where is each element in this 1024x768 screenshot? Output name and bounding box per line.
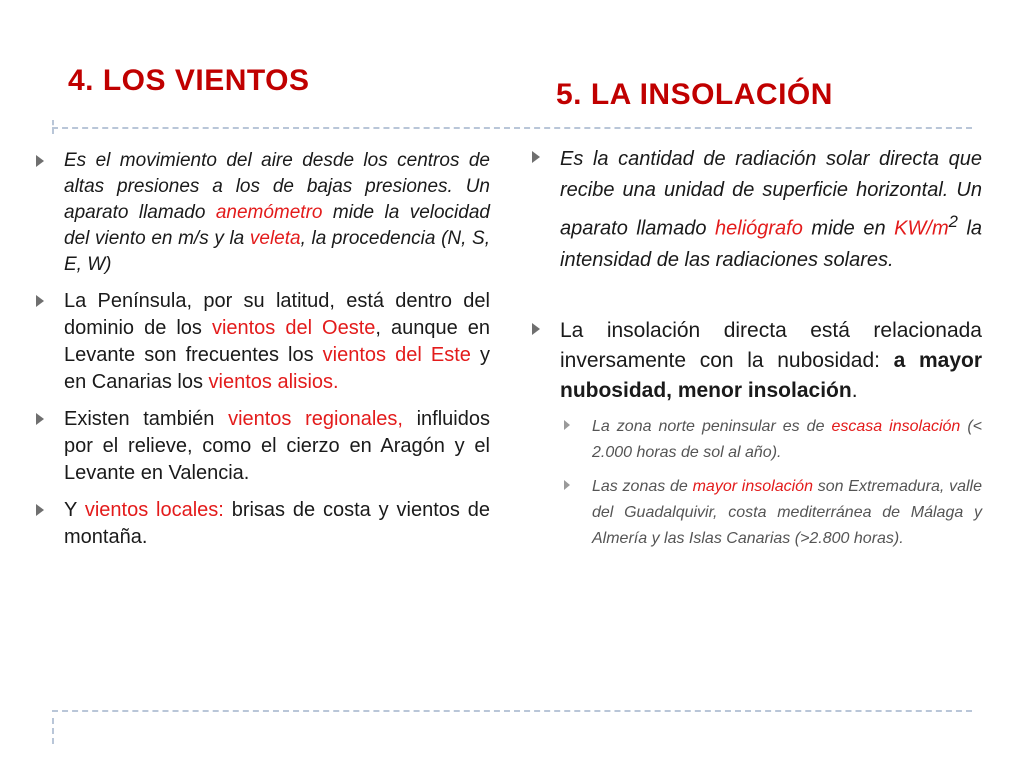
bullet-arrow-icon	[36, 504, 44, 516]
insolacion-column	[530, 144, 982, 560]
bullet-item-definicion-viento	[34, 148, 490, 278]
item-text: mide en	[802, 217, 895, 240]
highlight-term: KW/m	[894, 217, 949, 240]
item-text: La zona norte peninsular es de	[592, 417, 832, 435]
subitem-mayor-insolacion	[530, 474, 982, 552]
item-text: , la procedencia (N, S, E, W)	[64, 228, 490, 275]
item-text: la intensidad de las radiaciones solares.	[560, 217, 983, 271]
bold-statement: a mayor nubosidad, menor insolación	[560, 348, 983, 402]
bottom-divider-tick	[52, 718, 54, 744]
highlight-term: vientos locales:	[84, 499, 224, 521]
section-title-insolacion: 5. LA INSOLACIÓN	[556, 78, 833, 111]
bullet-arrow-icon	[532, 151, 540, 163]
item-text: (< 2.000 horas de sol al año).	[592, 417, 983, 461]
bullet-arrow-icon	[36, 295, 44, 307]
highlight-term: mayor insolación	[692, 477, 813, 495]
top-divider	[52, 127, 972, 129]
bullet-arrow-icon	[532, 323, 540, 335]
section-title-vientos: 4. LOS VIENTOS	[68, 64, 310, 97]
highlight-term: veleta	[249, 228, 301, 249]
item-text: son Extremadura, valle del Guadalquivir, costa mediterránea de Málaga y Almería y las Islas Canarias (>2.800 horas).	[592, 477, 983, 547]
bullet-arrow-icon	[36, 413, 44, 425]
highlight-term: escasa insolación	[831, 417, 961, 435]
item-text: brisas de costa y vientos de montaña.	[64, 499, 490, 548]
item-text: Es el movimiento del aire desde los centros de altas presiones a los de bajas presiones. Un aparato llamado	[64, 150, 490, 223]
vientos-column	[34, 148, 490, 561]
superscript: 2	[948, 212, 958, 231]
highlight-term: heliógrafo	[715, 217, 803, 240]
bullet-item-vientos-oeste	[34, 288, 490, 396]
item-text: Y	[64, 499, 85, 521]
bullet-item-vientos-locales	[34, 497, 490, 551]
item-text: .	[851, 378, 858, 402]
item-text: y en Canarias los	[64, 344, 490, 393]
highlight-term: vientos del Este	[322, 344, 471, 366]
highlight-term: vientos del Oeste	[211, 317, 376, 339]
item-text: La Península, por su latitud, está dentro del dominio de los	[64, 290, 490, 339]
item-text: mide la velocidad del viento en m/s y la	[64, 202, 490, 249]
bullet-item-vientos-regionales	[34, 406, 490, 487]
item-text: influidos por el relieve, como el cierzo en Aragón y el Levante en Valencia.	[64, 408, 490, 484]
top-divider-tick	[52, 120, 54, 134]
item-text: Es la cantidad de radiación solar directa que recibe una unidad de superficie horizontal. Un aparato llamado	[560, 148, 982, 240]
bullet-arrow-icon	[36, 155, 44, 167]
sub-bullet-arrow-icon	[564, 420, 570, 430]
highlight-term: anemómetro	[215, 202, 323, 223]
highlight-term: vientos alisios.	[208, 371, 339, 393]
bullet-item-definicion-insolacion	[530, 144, 982, 276]
bottom-divider	[52, 710, 972, 712]
bullet-item-nubosidad	[530, 316, 982, 406]
item-text: , aunque en Levante son frecuentes los	[64, 317, 490, 366]
sub-bullet-arrow-icon	[564, 480, 570, 490]
item-text: La insolación directa está relacionada inversamente con la nubosidad:	[560, 318, 982, 372]
item-text: Las zonas de	[592, 477, 693, 495]
highlight-term: vientos regionales,	[228, 408, 403, 430]
item-text: Existen también	[64, 408, 229, 430]
subitem-zona-norte	[530, 414, 982, 466]
